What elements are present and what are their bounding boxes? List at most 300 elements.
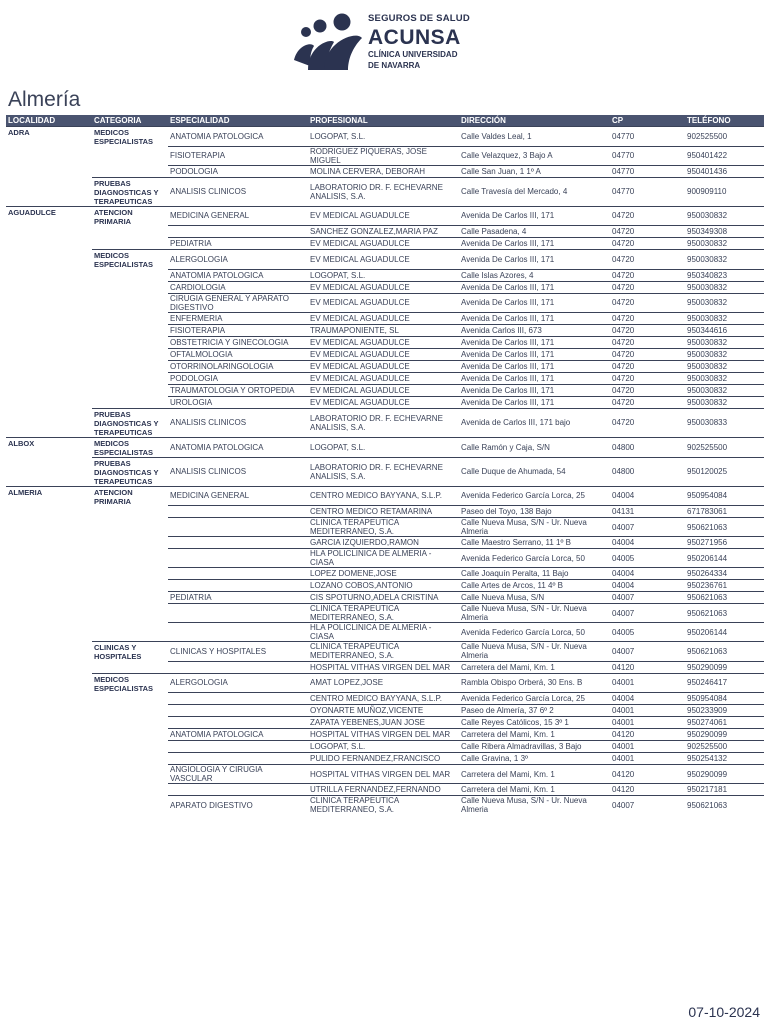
- cell-especialidad: APARATO DIGESTIVO: [168, 796, 308, 815]
- cell-cp: 04004: [610, 486, 685, 506]
- cell-telefono: 900909110: [685, 177, 764, 206]
- cell-localidad: [6, 506, 92, 518]
- cell-telefono: 950264334: [685, 568, 764, 580]
- cell-localidad: [6, 765, 92, 784]
- cell-categoria: ATENCION PRIMARIA: [92, 206, 168, 226]
- cell-especialidad: ALERGOLOGIA: [168, 250, 308, 270]
- cell-cp: 04800: [610, 457, 685, 486]
- cell-telefono: 671783061: [685, 506, 764, 518]
- cell-cp: 04720: [610, 324, 685, 336]
- table-row: [6, 604, 764, 623]
- table-row: [6, 729, 764, 741]
- cell-categoria: [92, 146, 168, 165]
- table-row: [6, 437, 764, 457]
- cell-especialidad: [168, 753, 308, 765]
- cell-localidad: [6, 705, 92, 717]
- cell-cp: 04005: [610, 623, 685, 642]
- cell-cp: 04007: [610, 604, 685, 623]
- cell-profesional: CIS SPOTURNO,ADELA CRISTINA: [308, 592, 459, 604]
- cell-categoria: PRUEBAS DIAGNOSTICAS Y TERAPEUTICAS: [92, 457, 168, 486]
- cell-profesional: HOSPITAL VITHAS VIRGEN DEL MAR: [308, 729, 459, 741]
- page-title: Almería: [8, 88, 81, 111]
- col-categoria: CATEGORIA: [92, 115, 168, 127]
- cell-cp: 04131: [610, 506, 685, 518]
- col-direccion: DIRECCIÓN: [459, 115, 610, 127]
- cell-direccion: Calle Valdes Leal, 1: [459, 127, 610, 147]
- cell-cp: 04007: [610, 518, 685, 537]
- cell-profesional: SANCHEZ GONZALEZ,MARIA PAZ: [308, 226, 459, 238]
- cell-localidad: AGUADULCE: [6, 206, 92, 226]
- logo-line-1: SEGUROS DE SALUD: [368, 13, 470, 24]
- cell-telefono: 950340823: [685, 269, 764, 281]
- cell-cp: 04720: [610, 408, 685, 437]
- cell-cp: 04120: [610, 729, 685, 741]
- cell-especialidad: CARDIOLOGIA: [168, 281, 308, 293]
- cell-cp: 04720: [610, 206, 685, 226]
- cell-telefono: 950274061: [685, 717, 764, 729]
- col-profesional: PROFESIONAL: [308, 115, 459, 127]
- cell-categoria: PRUEBAS DIAGNOSTICAS Y TERAPEUTICAS: [92, 408, 168, 437]
- cell-profesional: CENTRO MEDICO BAYYANA, S.L.P.: [308, 693, 459, 705]
- cell-localidad: [6, 753, 92, 765]
- cell-localidad: [6, 457, 92, 486]
- cell-categoria: PRUEBAS DIAGNOSTICAS Y TERAPEUTICAS: [92, 177, 168, 206]
- table-row: [6, 673, 764, 693]
- cell-localidad: [6, 537, 92, 549]
- cell-profesional: EV MEDICAL AGUADULCE: [308, 250, 459, 270]
- cell-especialidad: UROLOGIA: [168, 396, 308, 408]
- cell-especialidad: ENFERMERIA: [168, 312, 308, 324]
- cell-direccion: Avenida Federico García Lorca, 25: [459, 693, 610, 705]
- cell-localidad: [6, 348, 92, 360]
- cell-categoria: [92, 324, 168, 336]
- cell-profesional: LOZANO COBOS,ANTONIO: [308, 580, 459, 592]
- cell-telefono: 950030832: [685, 238, 764, 250]
- cell-profesional: UTRILLA FERNANDEZ,FERNANDO: [308, 784, 459, 796]
- cell-cp: 04770: [610, 127, 685, 147]
- cell-categoria: [92, 360, 168, 372]
- cell-categoria: MEDICOS ESPECIALISTAS: [92, 673, 168, 693]
- cell-localidad: [6, 396, 92, 408]
- cell-especialidad: CIRUGIA GENERAL Y APARATO DIGESTIVO: [168, 293, 308, 312]
- cell-cp: 04720: [610, 269, 685, 281]
- cell-categoria: [92, 796, 168, 815]
- cell-especialidad: ANGIOLOGIA Y CIRUGIA VASCULAR: [168, 765, 308, 784]
- cell-profesional: EV MEDICAL AGUADULCE: [308, 238, 459, 250]
- cell-especialidad: [168, 623, 308, 642]
- table-row: [6, 226, 764, 238]
- cell-profesional: LABORATORIO DR. F. ECHEVARNE ANALISIS, S.A.: [308, 457, 459, 486]
- cell-direccion: Avenida De Carlos III, 171: [459, 396, 610, 408]
- cell-especialidad: [168, 784, 308, 796]
- cell-localidad: [6, 717, 92, 729]
- cell-localidad: [6, 592, 92, 604]
- cell-telefono: 950621063: [685, 604, 764, 623]
- cell-direccion: Calle Pasadena, 4: [459, 226, 610, 238]
- cell-direccion: Avenida De Carlos III, 171: [459, 336, 610, 348]
- cell-direccion: Avenida Federico García Lorca, 25: [459, 486, 610, 506]
- cell-profesional: HOSPITAL VITHAS VIRGEN DEL MAR: [308, 765, 459, 784]
- cell-cp: 04004: [610, 537, 685, 549]
- cell-profesional: CLINICA TERAPEUTICA MEDITERRANEO, S.A.: [308, 642, 459, 662]
- cell-profesional: TRAUMAPONIENTE, SL: [308, 324, 459, 336]
- cell-cp: 04120: [610, 765, 685, 784]
- cell-categoria: [92, 226, 168, 238]
- cell-especialidad: [168, 705, 308, 717]
- cell-categoria: ATENCION PRIMARIA: [92, 486, 168, 506]
- cell-especialidad: [168, 226, 308, 238]
- cell-telefono: 950621063: [685, 642, 764, 662]
- cell-telefono: 950344616: [685, 324, 764, 336]
- cell-localidad: [6, 408, 92, 437]
- cell-profesional: OYONARTE MUÑOZ,VICENTE: [308, 705, 459, 717]
- cell-especialidad: [168, 549, 308, 568]
- cell-telefono: 950030832: [685, 312, 764, 324]
- table-row: [6, 206, 764, 226]
- cell-cp: 04007: [610, 642, 685, 662]
- cell-profesional: EV MEDICAL AGUADULCE: [308, 396, 459, 408]
- cell-especialidad: [168, 537, 308, 549]
- cell-especialidad: [168, 741, 308, 753]
- cell-especialidad: CLINICAS Y HOSPITALES: [168, 642, 308, 662]
- cell-categoria: [92, 281, 168, 293]
- cell-localidad: [6, 729, 92, 741]
- cell-profesional: CENTRO MEDICO BAYYANA, S.L.P.: [308, 486, 459, 506]
- cell-direccion: Avenida de Carlos III, 171 bajo: [459, 408, 610, 437]
- cell-profesional: EV MEDICAL AGUADULCE: [308, 206, 459, 226]
- cell-localidad: [6, 177, 92, 206]
- cell-localidad: [6, 623, 92, 642]
- cell-profesional: EV MEDICAL AGUADULCE: [308, 312, 459, 324]
- cell-localidad: [6, 549, 92, 568]
- cell-telefono: 950954084: [685, 693, 764, 705]
- cell-categoria: [92, 580, 168, 592]
- cell-especialidad: PEDIATRIA: [168, 238, 308, 250]
- cell-cp: 04720: [610, 360, 685, 372]
- cell-direccion: Avenida Federico García Lorca, 50: [459, 623, 610, 642]
- cell-cp: 04001: [610, 753, 685, 765]
- cell-localidad: [6, 673, 92, 693]
- cell-profesional: EV MEDICAL AGUADULCE: [308, 384, 459, 396]
- cell-profesional: EV MEDICAL AGUADULCE: [308, 281, 459, 293]
- cell-especialidad: ANALISIS CLINICOS: [168, 408, 308, 437]
- cell-telefono: 950030832: [685, 384, 764, 396]
- table-row: [6, 293, 764, 312]
- cell-categoria: [92, 661, 168, 673]
- cell-telefono: 950030832: [685, 293, 764, 312]
- cell-cp: 04004: [610, 568, 685, 580]
- table-row: [6, 623, 764, 642]
- table-row: [6, 741, 764, 753]
- cell-profesional: RODRIGUEZ PIQUERAS, JOSE MIGUEL: [308, 146, 459, 165]
- cell-telefono: 950271956: [685, 537, 764, 549]
- cell-localidad: [6, 146, 92, 165]
- cell-cp: 04770: [610, 146, 685, 165]
- cell-telefono: 950120025: [685, 457, 764, 486]
- table-row: [6, 384, 764, 396]
- cell-categoria: MEDICOS ESPECIALISTAS: [92, 250, 168, 270]
- cell-especialidad: [168, 568, 308, 580]
- cell-direccion: Avenida De Carlos III, 171: [459, 348, 610, 360]
- cell-cp: 04720: [610, 281, 685, 293]
- cell-direccion: Avenida De Carlos III, 171: [459, 281, 610, 293]
- cell-telefono: 950290099: [685, 729, 764, 741]
- cell-localidad: [6, 281, 92, 293]
- cell-direccion: Calle Velazquez, 3 Bajo A: [459, 146, 610, 165]
- cell-especialidad: ANALISIS CLINICOS: [168, 457, 308, 486]
- cell-cp: 04001: [610, 717, 685, 729]
- table-row: [6, 705, 764, 717]
- cell-telefono: 950030832: [685, 281, 764, 293]
- cell-especialidad: OTORRINOLARINGOLOGIA: [168, 360, 308, 372]
- cell-profesional: GARCIA IZQUIERDO,RAMON: [308, 537, 459, 549]
- cell-direccion: Avenida De Carlos III, 171: [459, 360, 610, 372]
- cell-categoria: [92, 729, 168, 741]
- cell-cp: 04720: [610, 238, 685, 250]
- table-row: [6, 238, 764, 250]
- cell-profesional: AMAT LOPEZ,JOSE: [308, 673, 459, 693]
- cell-cp: 04720: [610, 293, 685, 312]
- cell-telefono: 950621063: [685, 592, 764, 604]
- cell-profesional: LABORATORIO DR. F. ECHEVARNE ANALISIS, S.A.: [308, 177, 459, 206]
- logo-text: [368, 14, 470, 70]
- table-row: [6, 568, 764, 580]
- cell-telefono: 950401422: [685, 146, 764, 165]
- cell-cp: 04005: [610, 549, 685, 568]
- providers-table: [6, 115, 764, 814]
- cell-profesional: EV MEDICAL AGUADULCE: [308, 293, 459, 312]
- cell-categoria: [92, 705, 168, 717]
- cell-cp: 04720: [610, 348, 685, 360]
- cell-especialidad: PEDIATRIA: [168, 592, 308, 604]
- cell-telefono: 950290099: [685, 765, 764, 784]
- table-row: [6, 753, 764, 765]
- cell-categoria: [92, 623, 168, 642]
- cell-direccion: Calle Maestro Serrano, 11 1º B: [459, 537, 610, 549]
- cell-direccion: Avenida Federico García Lorca, 50: [459, 549, 610, 568]
- cell-telefono: 950233909: [685, 705, 764, 717]
- cell-cp: 04001: [610, 705, 685, 717]
- cell-cp: 04007: [610, 796, 685, 815]
- cell-localidad: [6, 238, 92, 250]
- table-row: [6, 281, 764, 293]
- cell-profesional: LOGOPAT, S.L.: [308, 269, 459, 281]
- cell-direccion: Calle Ramón y Caja, S/N: [459, 437, 610, 457]
- cell-direccion: Calle Joaquín Peralta, 11 Bajo: [459, 568, 610, 580]
- table-row: [6, 765, 764, 784]
- cell-especialidad: FISIOTERAPIA: [168, 146, 308, 165]
- table-row: [6, 324, 764, 336]
- cell-profesional: MOLINA CERVERA, DEBORAH: [308, 165, 459, 177]
- table-row: [6, 165, 764, 177]
- table-row: [6, 146, 764, 165]
- cell-categoria: [92, 238, 168, 250]
- cell-categoria: [92, 384, 168, 396]
- table-row: [6, 717, 764, 729]
- cell-direccion: Calle Duque de Ahumada, 54: [459, 457, 610, 486]
- table-header-row: [6, 115, 764, 127]
- cell-especialidad: ANATOMIA PATOLOGICA: [168, 127, 308, 147]
- cell-direccion: Avenida De Carlos III, 171: [459, 293, 610, 312]
- table-row: [6, 396, 764, 408]
- cell-especialidad: ANALISIS CLINICOS: [168, 177, 308, 206]
- cell-cp: 04720: [610, 384, 685, 396]
- cell-direccion: Calle Travesía del Mercado, 4: [459, 177, 610, 206]
- table-row: [6, 177, 764, 206]
- table-row: [6, 312, 764, 324]
- cell-localidad: [6, 165, 92, 177]
- logo-figures-icon: [290, 12, 366, 74]
- cell-especialidad: FISIOTERAPIA: [168, 324, 308, 336]
- table-row: [6, 796, 764, 815]
- table-row: [6, 348, 764, 360]
- cell-direccion: Calle San Juan, 1 1º A: [459, 165, 610, 177]
- cell-telefono: 950030832: [685, 372, 764, 384]
- cell-localidad: [6, 324, 92, 336]
- cell-localidad: [6, 693, 92, 705]
- cell-direccion: Carretera del Mami, Km. 1: [459, 765, 610, 784]
- cell-direccion: Avenida De Carlos III, 171: [459, 250, 610, 270]
- col-telefono: TELÉFONO: [685, 115, 764, 127]
- col-localidad: LOCALIDAD: [6, 115, 92, 127]
- cell-cp: 04001: [610, 673, 685, 693]
- cell-localidad: [6, 384, 92, 396]
- cell-telefono: 950621063: [685, 796, 764, 815]
- cell-localidad: [6, 372, 92, 384]
- cell-profesional: LOGOPAT, S.L.: [308, 741, 459, 753]
- table-row: [6, 486, 764, 506]
- cell-cp: 04720: [610, 372, 685, 384]
- cell-especialidad: TRAUMATOLOGIA Y ORTOPEDIA: [168, 384, 308, 396]
- cell-profesional: CLINICA TERAPEUTICA MEDITERRANEO, S.A.: [308, 604, 459, 623]
- cell-telefono: 950217181: [685, 784, 764, 796]
- table-row: [6, 269, 764, 281]
- cell-localidad: [6, 226, 92, 238]
- cell-profesional: EV MEDICAL AGUADULCE: [308, 348, 459, 360]
- cell-cp: 04004: [610, 693, 685, 705]
- acunsa-logo: [290, 12, 490, 76]
- cell-direccion: Rambla Obispo Orberá, 30 Ens. B: [459, 673, 610, 693]
- cell-especialidad: ANATOMIA PATOLOGICA: [168, 729, 308, 741]
- cell-categoria: [92, 784, 168, 796]
- cell-telefono: 950206144: [685, 549, 764, 568]
- cell-categoria: [92, 765, 168, 784]
- cell-especialidad: [168, 580, 308, 592]
- cell-direccion: Calle Nueva Musa, S/N - Ur. Nueva Almeria: [459, 642, 610, 662]
- col-cp: CP: [610, 115, 685, 127]
- cell-telefono: 950030833: [685, 408, 764, 437]
- table-row: [6, 457, 764, 486]
- cell-categoria: [92, 506, 168, 518]
- cell-categoria: [92, 604, 168, 623]
- cell-categoria: [92, 568, 168, 580]
- cell-cp: 04004: [610, 580, 685, 592]
- table-row: [6, 518, 764, 537]
- cell-profesional: LOGOPAT, S.L.: [308, 437, 459, 457]
- cell-direccion: Avenida De Carlos III, 171: [459, 238, 610, 250]
- footer-date: 07-10-2024: [688, 1004, 760, 1020]
- cell-especialidad: OBSTETRICIA Y GINECOLOGIA: [168, 336, 308, 348]
- cell-telefono: 950954084: [685, 486, 764, 506]
- cell-categoria: [92, 336, 168, 348]
- cell-direccion: Calle Nueva Musa, S/N - Ur. Nueva Almeria: [459, 796, 610, 815]
- cell-direccion: Avenida De Carlos III, 171: [459, 384, 610, 396]
- cell-profesional: PULIDO FERNANDEZ,FRANCISCO: [308, 753, 459, 765]
- cell-profesional: CLINICA TERAPEUTICA MEDITERRANEO, S.A.: [308, 518, 459, 537]
- cell-telefono: 950030832: [685, 336, 764, 348]
- cell-profesional: CLINICA TERAPEUTICA MEDITERRANEO, S.A.: [308, 796, 459, 815]
- table-row: [6, 360, 764, 372]
- cell-direccion: Calle Nueva Musa, S/N - Ur. Nueva Almeria: [459, 518, 610, 537]
- table-row: [6, 661, 764, 673]
- cell-direccion: Calle Islas Azores, 4: [459, 269, 610, 281]
- cell-categoria: [92, 693, 168, 705]
- cell-categoria: [92, 592, 168, 604]
- cell-telefono: 950030832: [685, 206, 764, 226]
- cell-localidad: [6, 642, 92, 662]
- cell-direccion: Carretera del Mami, Km. 1: [459, 729, 610, 741]
- cell-telefono: 950349308: [685, 226, 764, 238]
- cell-telefono: 950621063: [685, 518, 764, 537]
- cell-profesional: CENTRO MEDICO RETAMARINA: [308, 506, 459, 518]
- cell-especialidad: PODOLOGIA: [168, 165, 308, 177]
- table-row: [6, 250, 764, 270]
- cell-categoria: [92, 753, 168, 765]
- cell-profesional: EV MEDICAL AGUADULCE: [308, 360, 459, 372]
- table-row: [6, 336, 764, 348]
- cell-categoria: MEDICOS ESPECIALISTAS: [92, 437, 168, 457]
- cell-categoria: [92, 741, 168, 753]
- cell-telefono: 950254132: [685, 753, 764, 765]
- cell-profesional: HLA POLICLINICA DE ALMERIA - CIASA: [308, 549, 459, 568]
- cell-categoria: CLINICAS Y HOSPITALES: [92, 642, 168, 662]
- cell-direccion: Avenida Carlos III, 673: [459, 324, 610, 336]
- cell-profesional: HLA POLICLINICA DE ALMERIA - CIASA: [308, 623, 459, 642]
- cell-categoria: [92, 518, 168, 537]
- cell-cp: 04720: [610, 312, 685, 324]
- cell-especialidad: ALERGOLOGIA: [168, 673, 308, 693]
- cell-cp: 04720: [610, 250, 685, 270]
- cell-localidad: [6, 250, 92, 270]
- cell-cp: 04120: [610, 661, 685, 673]
- cell-profesional: EV MEDICAL AGUADULCE: [308, 336, 459, 348]
- cell-cp: 04720: [610, 226, 685, 238]
- cell-especialidad: [168, 518, 308, 537]
- cell-categoria: [92, 717, 168, 729]
- cell-cp: 04007: [610, 592, 685, 604]
- cell-especialidad: [168, 661, 308, 673]
- table-row: [6, 372, 764, 384]
- cell-categoria: [92, 165, 168, 177]
- cell-especialidad: [168, 693, 308, 705]
- table-row: [6, 592, 764, 604]
- cell-direccion: Avenida De Carlos III, 171: [459, 206, 610, 226]
- table-row: [6, 408, 764, 437]
- cell-direccion: Paseo de Almería, 37 6º 2: [459, 705, 610, 717]
- cell-localidad: [6, 568, 92, 580]
- cell-telefono: 902525500: [685, 437, 764, 457]
- cell-categoria: [92, 372, 168, 384]
- cell-profesional: ZAPATA YEBENES,JUAN JOSE: [308, 717, 459, 729]
- cell-localidad: [6, 580, 92, 592]
- logo-brand: ACUNSA: [368, 25, 461, 49]
- cell-localidad: [6, 293, 92, 312]
- cell-direccion: Calle Artes de Arcos, 11 4º B: [459, 580, 610, 592]
- cell-localidad: ADRA: [6, 127, 92, 147]
- cell-direccion: Carretera del Mami, Km. 1: [459, 784, 610, 796]
- col-especialidad: ESPECIALIDAD: [168, 115, 308, 127]
- logo-line-4: DE NAVARRA: [368, 60, 421, 70]
